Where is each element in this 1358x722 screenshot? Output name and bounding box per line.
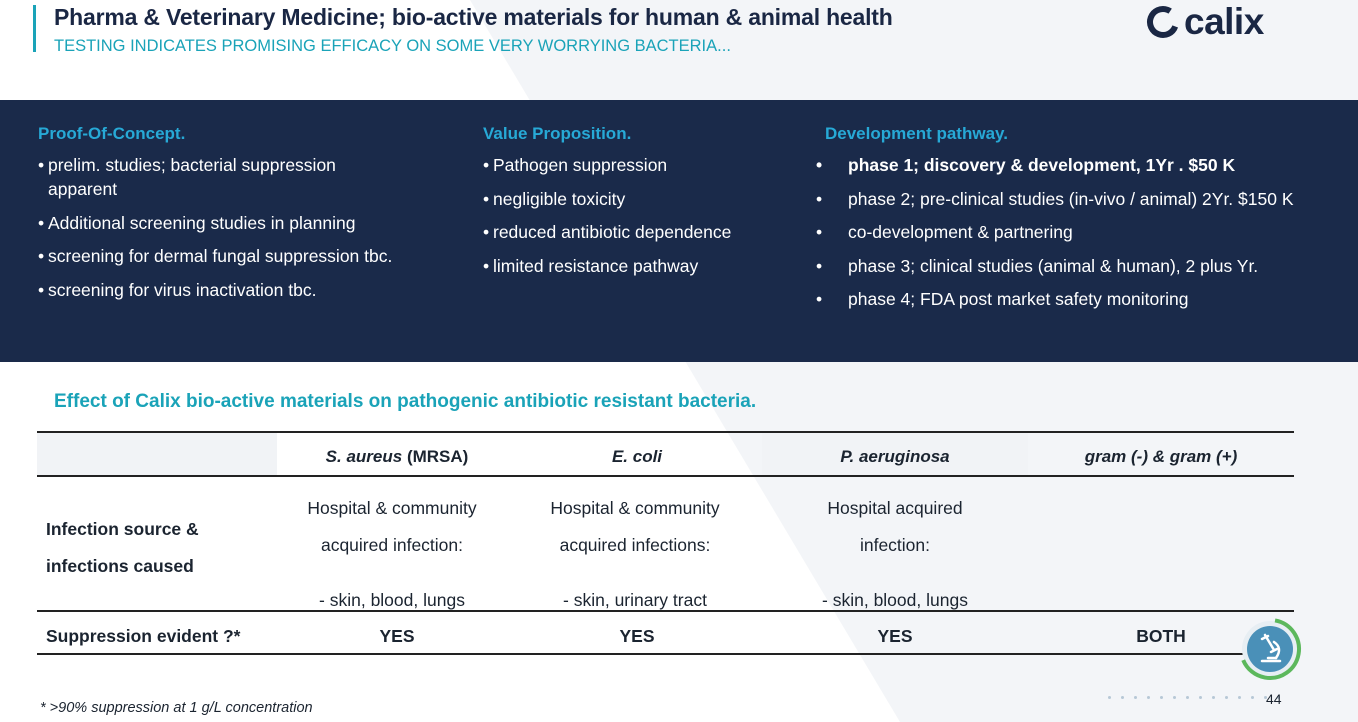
cell-line: infection: <box>859 535 931 555</box>
cell-line: Hospital acquired <box>827 498 963 518</box>
list-item: • prelim. studies; bacterial suppression apparent <box>38 153 378 201</box>
development-pathway-heading: Development pathway. <box>825 124 1008 143</box>
table-title: Effect of Calix bio-active materials on pathogenic antibiotic resistant bacteria. <box>54 391 757 412</box>
value-proposition-heading: Value Proposition. <box>483 124 632 143</box>
header-italic: S. aureus <box>325 447 403 466</box>
logo-text: calix <box>1184 1 1264 42</box>
page-subtitle: TESTING INDICATES PROMISING EFFICACY ON SOME VERY WORRYING BACTERIA... <box>54 37 731 55</box>
column-header-s-aureus <box>277 447 517 467</box>
cell-line: Hospital & community <box>550 498 720 518</box>
list-item: • phase 1; discovery & development, 1Yr . $50 K <box>816 153 1346 177</box>
cell-line: - skin, blood, lungs <box>319 590 465 610</box>
list-item: • phase 2; pre-clinical studies (in-vivo / animal) 2Yr. $150 K <box>816 187 1346 211</box>
page-title: Pharma & Veterinary Medicine; bio-active materials for human & animal health <box>54 4 893 30</box>
column-header-e-coli: E. coli <box>611 447 663 466</box>
table-cell <box>272 490 512 619</box>
page-number: 44 <box>1266 691 1282 707</box>
cell-line: Hospital & community <box>307 498 477 518</box>
cell-line: - skin, urinary tract <box>563 590 707 610</box>
row-label-infection-source: infections caused <box>46 556 194 576</box>
list-item: • limited resistance pathway <box>483 254 803 278</box>
summary-band <box>0 100 1358 362</box>
list-item: • phase 3; clinical studies (animal & human), 2 plus Yr. <box>816 254 1346 278</box>
table-cell <box>515 490 755 619</box>
microscope-icon <box>1238 617 1302 681</box>
header-normal: (MRSA) <box>402 447 469 466</box>
list-item: • screening for dermal fungal suppression tbc. <box>38 244 438 268</box>
table-cell: YES <box>379 626 415 646</box>
microscope-badge <box>1238 617 1302 686</box>
pagination-dots <box>1108 696 1280 699</box>
table-cell: YES <box>877 626 913 646</box>
list-item: • negligible toxicity <box>483 187 803 211</box>
header-shade <box>37 433 277 476</box>
title-accent-bar <box>33 5 36 52</box>
list-item: • screening for virus inactivation tbc. <box>38 278 438 302</box>
table-rule <box>37 475 1294 477</box>
value-proposition-column <box>483 124 803 287</box>
footnote: * >90% suppression at 1 g/L concentration <box>40 700 313 716</box>
list-item: • Pathogen suppression <box>483 153 803 177</box>
proof-of-concept-column <box>38 124 438 311</box>
calix-logo-icon <box>1146 5 1180 39</box>
cell-line: acquired infection: <box>320 535 464 555</box>
calix-logo <box>1146 1 1264 43</box>
table-cell: YES <box>619 626 655 646</box>
table-rule-top <box>37 431 1294 433</box>
column-header-gram: gram (-) & gram (+) <box>1084 447 1238 466</box>
table-cell <box>762 490 1028 619</box>
cell-line: acquired infections: <box>559 535 711 555</box>
proof-of-concept-heading: Proof-Of-Concept. <box>38 124 186 143</box>
list-item: • reduced antibiotic dependence <box>483 220 803 244</box>
row-label-infection-source: Infection source & <box>46 519 199 539</box>
development-pathway-column <box>816 124 1346 321</box>
list-item: • phase 4; FDA post market safety monitoring <box>816 287 1346 311</box>
list-item: • Additional screening studies in planning <box>38 211 438 235</box>
cell-line: - skin, blood, lungs <box>822 590 968 610</box>
column-header-p-aeruginosa: P. aeruginosa <box>840 447 950 466</box>
table-cell: BOTH <box>1136 626 1186 646</box>
table-rule-bottom <box>37 653 1294 655</box>
row-label-suppression: Suppression evident ?* <box>46 626 241 646</box>
list-item: • co-development & partnering <box>816 220 1346 244</box>
